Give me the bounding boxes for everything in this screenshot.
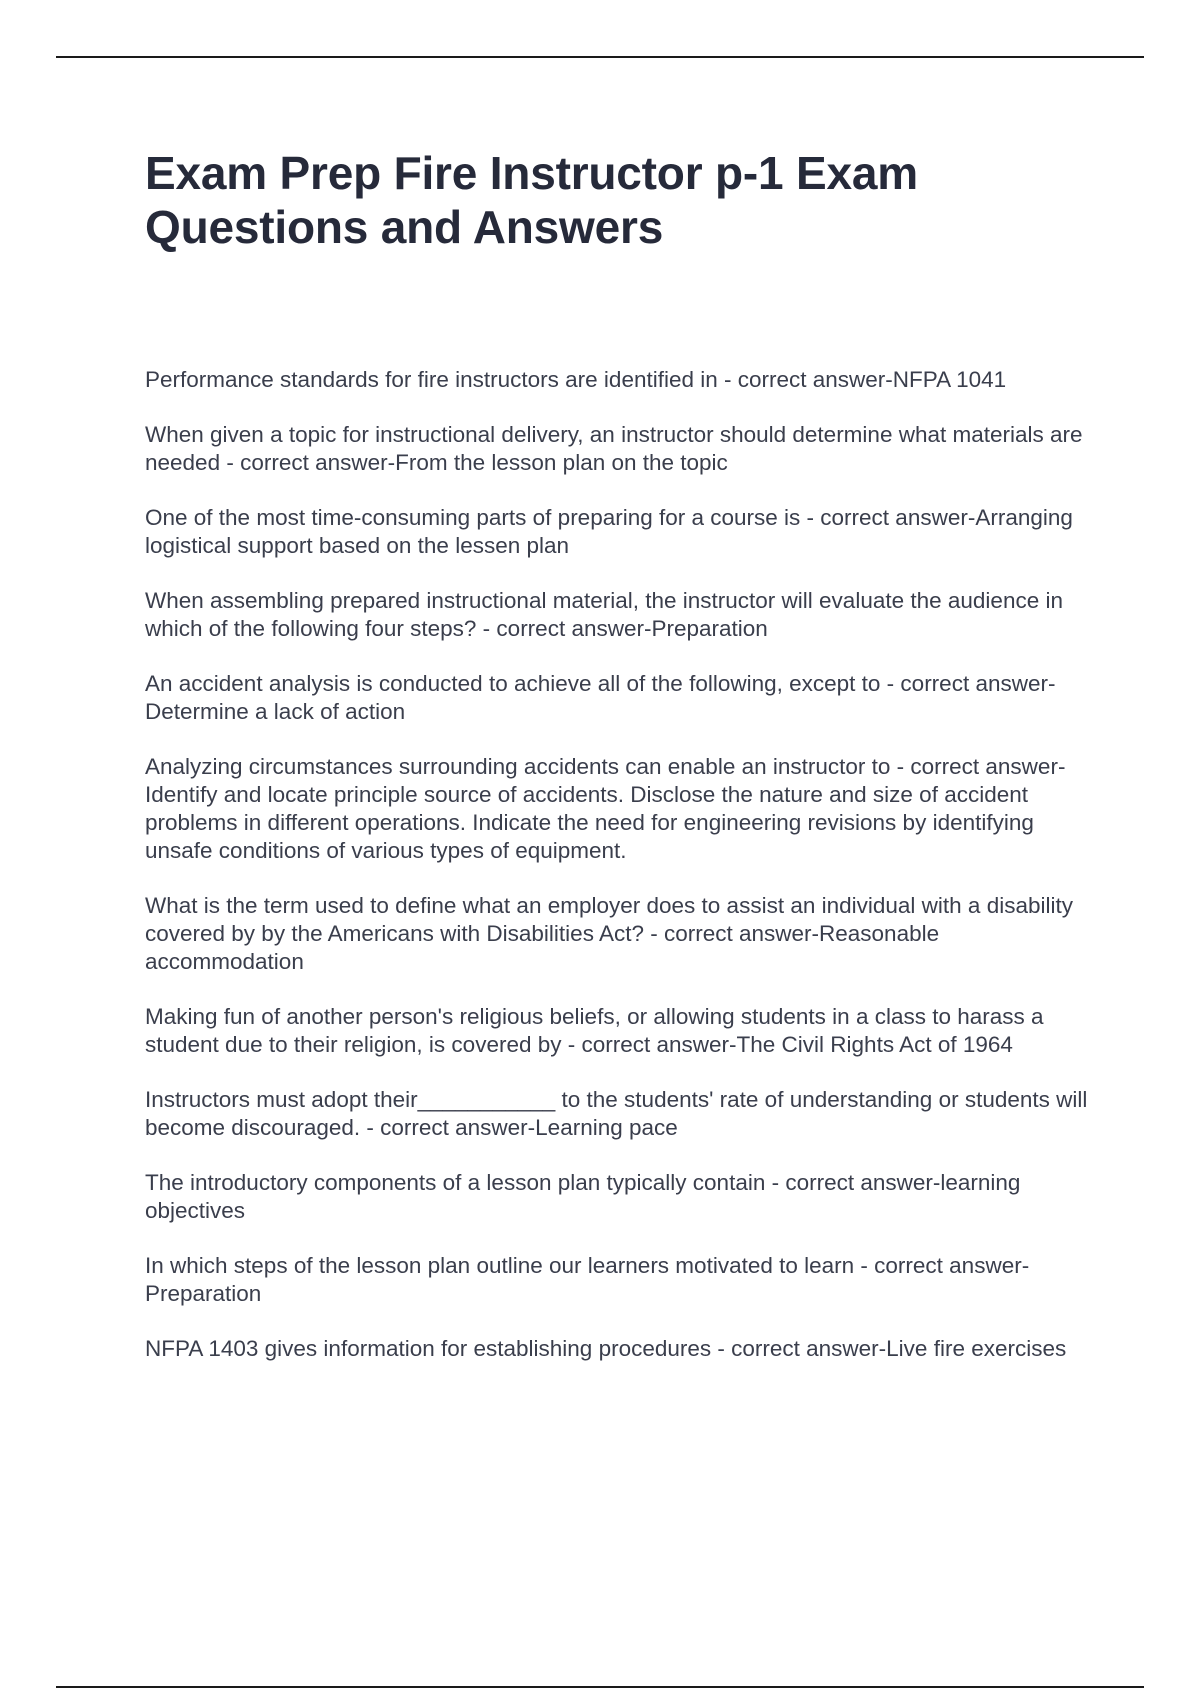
qa-text: When assembling prepared instructional material, the instructor will evaluate the audience in which of the following four steps? - correct answer-Preparation [145,588,1063,641]
qa-item [145,1252,1095,1308]
qa-item [145,1003,1095,1059]
qa-text: In which steps of the lesson plan outline our learners motivated to learn - correct answer-Preparation [145,1253,1030,1306]
qa-item [145,1335,1095,1363]
qa-text: Making fun of another person's religious beliefs, or allowing students in a class to harass a student due to their religion, is covered by - correct answer-The Civil Rights Act of 1964 [145,1004,1044,1057]
qa-item [145,670,1095,726]
qa-text: When given a topic for instructional delivery, an instructor should determine what materials are needed - correct answer-From the lesson plan on the topic [145,422,1083,475]
qa-text: Instructors must adopt their___________ to the students' rate of understanding or students will become discouraged. - correct answer-Learning pace [145,1087,1088,1140]
qa-item [145,892,1095,976]
page-title: Exam Prep Fire Instructor p-1 Exam Questions and Answers [145,147,918,253]
qa-item [145,366,1095,394]
qa-text: What is the term used to define what an employer does to assist an individual with a disability covered by by the Americans with Disabilities Act? - correct answer-Reasonable accommodation [145,893,1073,974]
qa-text: An accident analysis is conducted to achieve all of the following, except to - correct answer-Determine a lack of action [145,671,1056,724]
qa-item [145,504,1095,560]
qa-item [145,421,1095,477]
top-divider [56,56,1144,58]
qa-item [145,1086,1095,1142]
bottom-divider [56,1686,1144,1688]
qa-item [145,753,1095,865]
qa-text: The introductory components of a lesson plan typically contain - correct answer-learning objectives [145,1170,1021,1223]
qa-text: NFPA 1403 gives information for establishing procedures - correct answer-Live fire exercises [145,1336,1067,1361]
qa-text: Performance standards for fire instructors are identified in - correct answer-NFPA 1041 [145,367,1007,392]
qa-list [145,366,1095,1390]
qa-item [145,587,1095,643]
qa-text: One of the most time-consuming parts of preparing for a course is - correct answer-Arranging logistical support based on the lessen plan [145,505,1073,558]
qa-item [145,1169,1095,1225]
qa-text: Analyzing circumstances surrounding accidents can enable an instructor to - correct answer-Identify and locate principle source of accidents. Disclose the nature and size of accident problems in different operations. Indicate the need for engineering revisions by identifying unsafe conditions of various types of equipment. [145,754,1066,863]
